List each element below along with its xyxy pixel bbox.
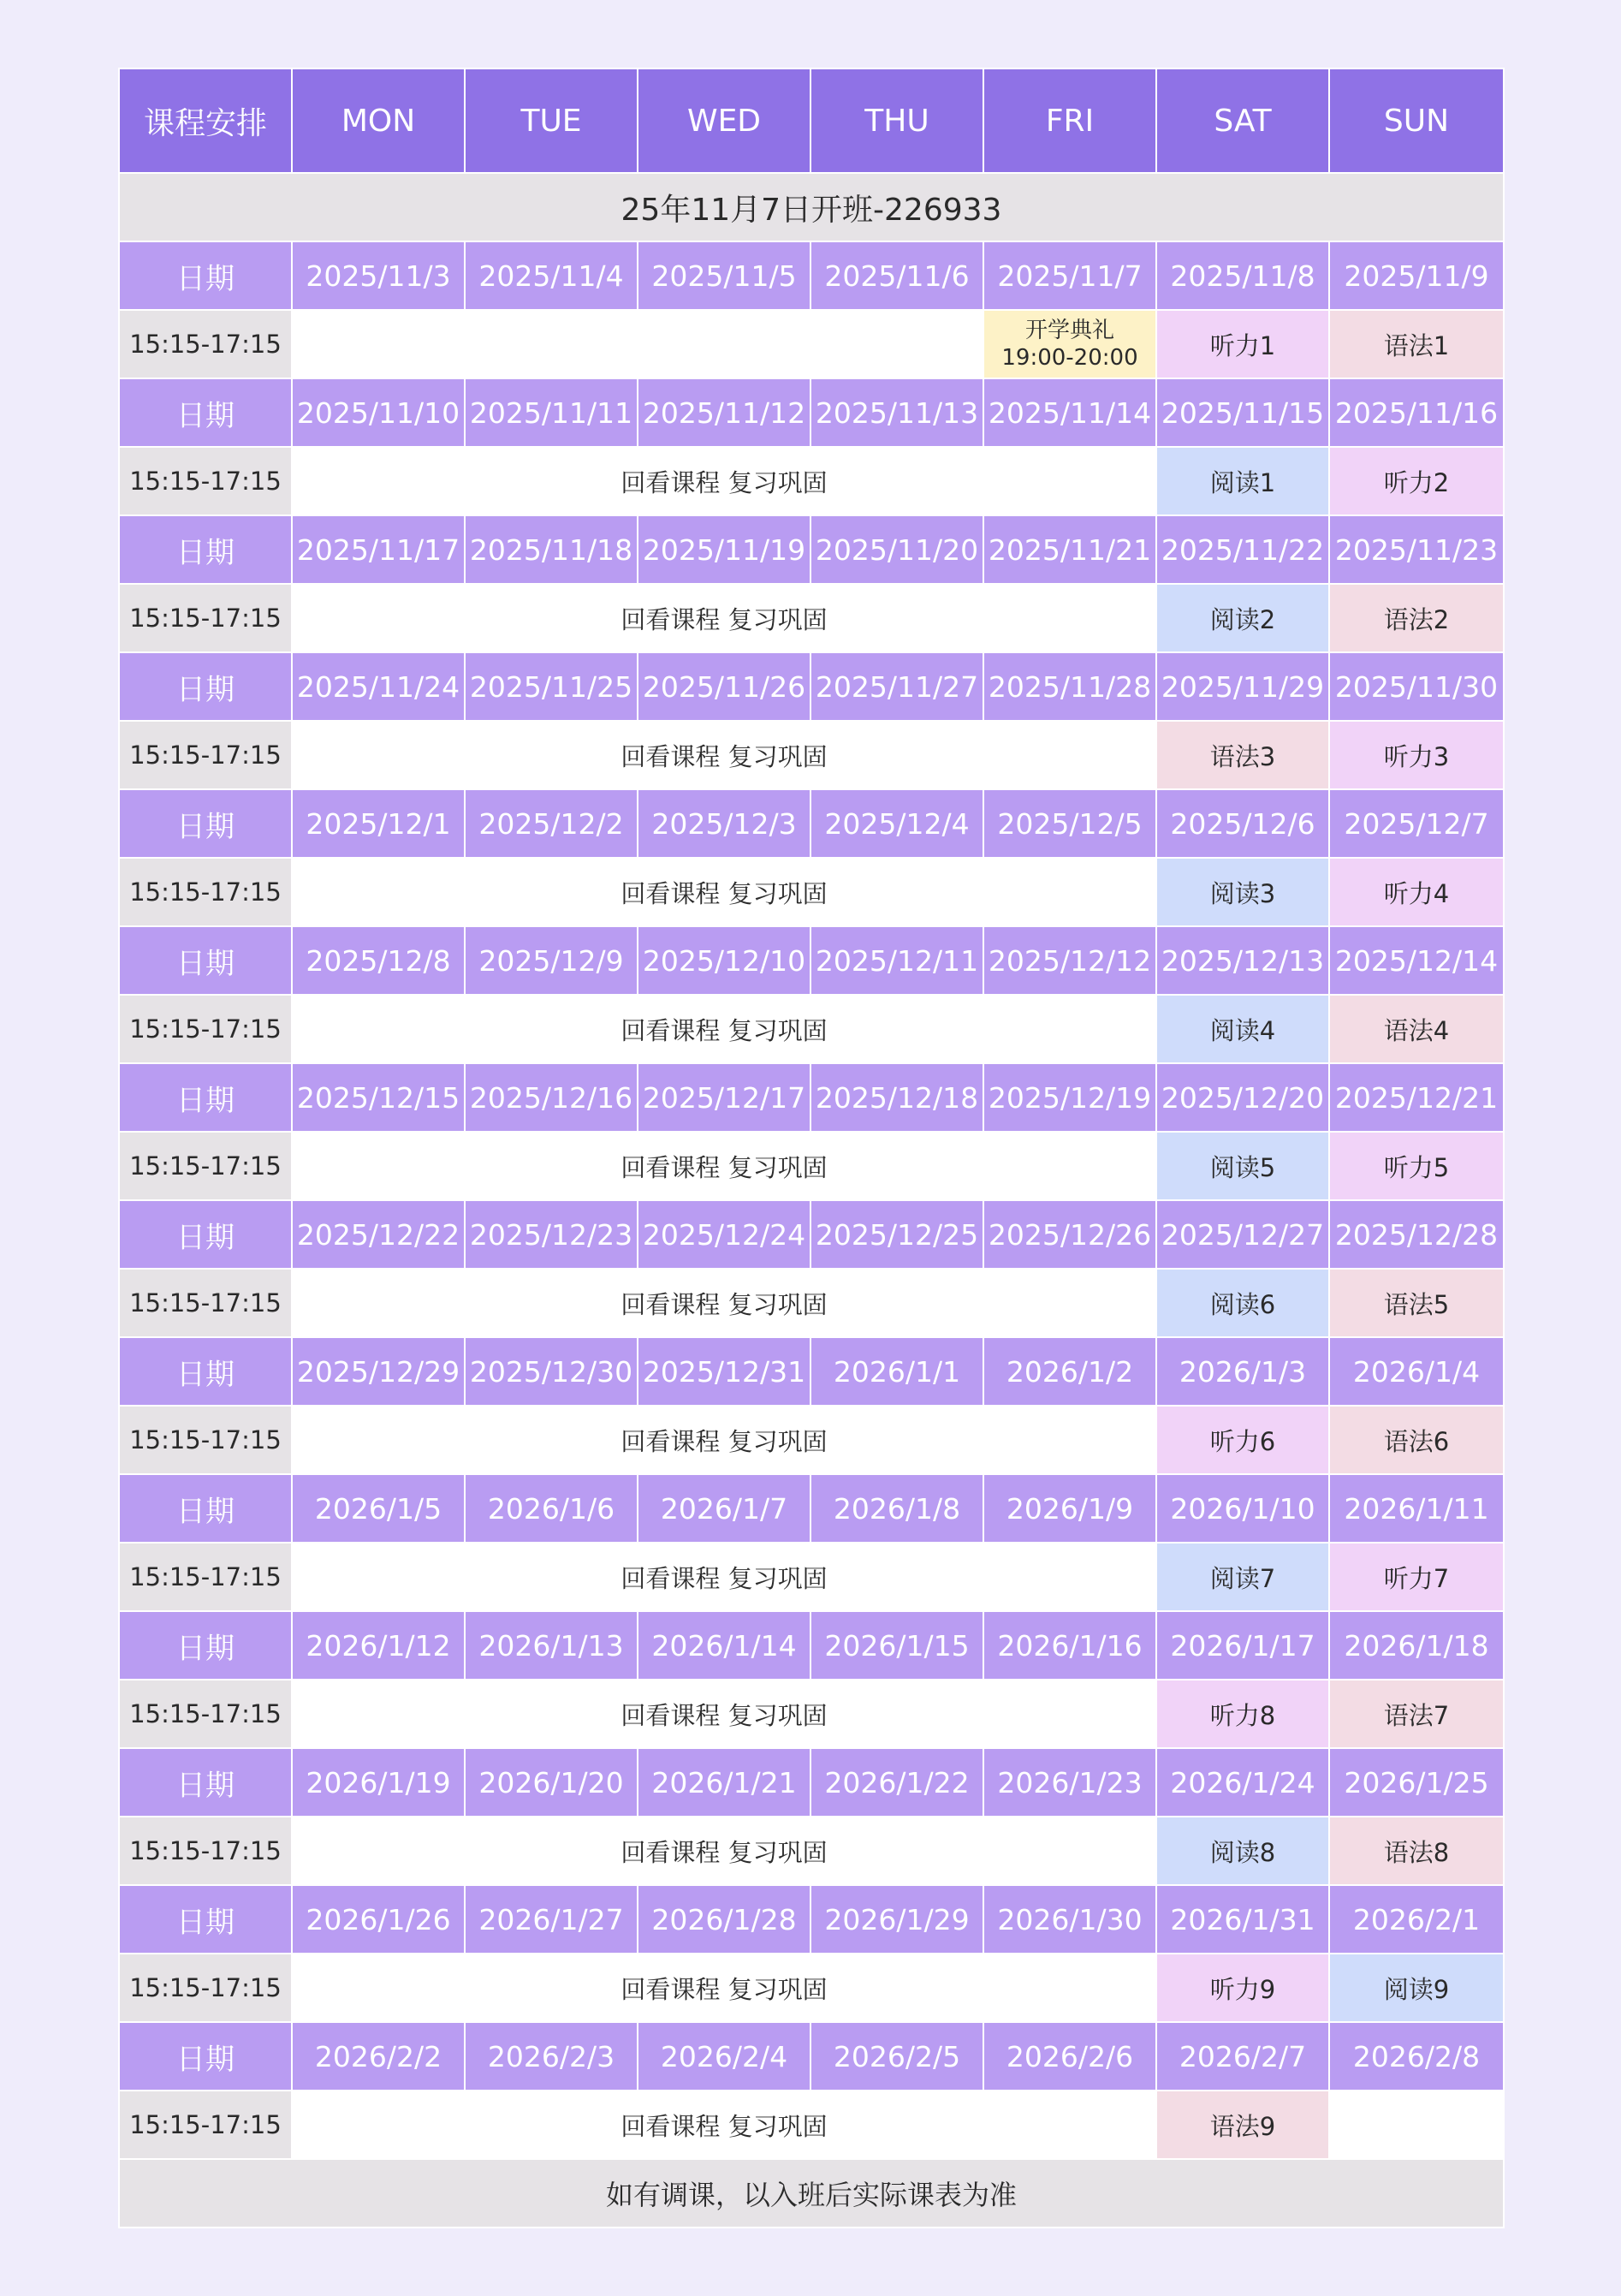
saturday-lesson-cell: 阅读4: [1156, 995, 1329, 1063]
class-time-label: 15:15-17:15: [119, 1406, 292, 1474]
sunday-lesson-cell: 语法8: [1329, 1817, 1504, 1885]
class-time-label: 15:15-17:15: [119, 1132, 292, 1200]
date-cell: 2025/12/11: [810, 926, 983, 995]
date-cell: 2026/1/26: [292, 1885, 465, 1954]
date-cell: 2026/1/21: [638, 1748, 810, 1817]
date-row-label: 日期: [119, 652, 292, 721]
date-cell: 2025/12/30: [465, 1337, 638, 1406]
saturday-lesson-cell: 阅读2: [1156, 584, 1329, 652]
date-cell: 2026/2/8: [1329, 2022, 1504, 2091]
date-cell: 2025/11/3: [292, 241, 465, 310]
date-cell: 2026/1/27: [465, 1885, 638, 1954]
sunday-lesson-cell: 听力2: [1329, 447, 1504, 515]
date-cell: 2026/2/2: [292, 2022, 465, 2091]
date-cell: 2025/12/23: [465, 1200, 638, 1269]
date-cell: 2025/11/7: [983, 241, 1156, 310]
class-banner: 25年11月7日开班-226933: [119, 173, 1504, 241]
date-cell: 2026/1/12: [292, 1611, 465, 1680]
date-cell: 2026/1/14: [638, 1611, 810, 1680]
header-corner-label: 课程安排: [119, 68, 292, 173]
header-day-tue: TUE: [465, 68, 638, 173]
date-cell: 2025/11/27: [810, 652, 983, 721]
date-cell: 2026/1/10: [1156, 1474, 1329, 1543]
footer-note-row: [119, 2159, 1504, 2228]
date-row-label: 日期: [119, 2022, 292, 2091]
date-cell: 2026/1/3: [1156, 1337, 1329, 1406]
date-cell: 2026/1/25: [1329, 1748, 1504, 1817]
date-cell: 2025/11/19: [638, 515, 810, 584]
week-class-row: [119, 2091, 1504, 2159]
week-class-row: [119, 1817, 1504, 1885]
date-cell: 2025/11/28: [983, 652, 1156, 721]
date-cell: 2025/11/30: [1329, 652, 1504, 721]
week-date-row: [119, 926, 1504, 995]
date-cell: 2025/11/26: [638, 652, 810, 721]
date-row-label: 日期: [119, 1200, 292, 1269]
opening-ceremony-cell: [983, 310, 1156, 378]
weekday-empty-cell: [292, 310, 983, 378]
week-date-row: [119, 1885, 1504, 1954]
week-date-row: [119, 1474, 1504, 1543]
date-cell: 2025/11/8: [1156, 241, 1329, 310]
date-cell: 2026/2/7: [1156, 2022, 1329, 2091]
date-cell: 2025/12/7: [1329, 789, 1504, 858]
date-cell: 2025/12/9: [465, 926, 638, 995]
week-date-row: [119, 241, 1504, 310]
week-date-row: [119, 1063, 1504, 1132]
date-cell: 2025/12/15: [292, 1063, 465, 1132]
review-cell: 回看课程 复习巩固: [292, 1817, 1156, 1885]
date-cell: 2026/1/30: [983, 1885, 1156, 1954]
class-time-label: 15:15-17:15: [119, 995, 292, 1063]
date-cell: 2025/12/14: [1329, 926, 1504, 995]
week-date-row: [119, 1200, 1504, 1269]
review-cell: 回看课程 复习巩固: [292, 1269, 1156, 1337]
date-cell: 2026/1/8: [810, 1474, 983, 1543]
date-cell: 2025/11/10: [292, 378, 465, 447]
date-cell: 2025/12/20: [1156, 1063, 1329, 1132]
class-time-label: 15:15-17:15: [119, 721, 292, 789]
date-cell: 2025/12/5: [983, 789, 1156, 858]
date-cell: 2025/11/29: [1156, 652, 1329, 721]
class-time-label: 15:15-17:15: [119, 1817, 292, 1885]
date-row-label: 日期: [119, 241, 292, 310]
footer-note: 如有调课，以入班后实际课表为准: [119, 2159, 1504, 2228]
week-date-row: [119, 1337, 1504, 1406]
date-cell: 2025/11/23: [1329, 515, 1504, 584]
class-time-label: 15:15-17:15: [119, 1543, 292, 1611]
date-cell: 2025/11/12: [638, 378, 810, 447]
saturday-lesson-cell: 听力8: [1156, 1680, 1329, 1748]
date-cell: 2025/12/18: [810, 1063, 983, 1132]
date-cell: 2025/12/21: [1329, 1063, 1504, 1132]
sunday-lesson-cell: 听力4: [1329, 858, 1504, 926]
class-time-label: 15:15-17:15: [119, 2091, 292, 2159]
review-cell: 回看课程 复习巩固: [292, 1406, 1156, 1474]
class-time-label: 15:15-17:15: [119, 584, 292, 652]
week-class-row: [119, 1269, 1504, 1337]
date-row-label: 日期: [119, 789, 292, 858]
header-day-mon: MON: [292, 68, 465, 173]
saturday-lesson-cell: 阅读6: [1156, 1269, 1329, 1337]
sunday-lesson-cell: 语法2: [1329, 584, 1504, 652]
week-date-row: [119, 2022, 1504, 2091]
week-class-row: [119, 995, 1504, 1063]
date-cell: 2025/12/4: [810, 789, 983, 858]
sunday-lesson-cell: 语法5: [1329, 1269, 1504, 1337]
review-cell: 回看课程 复习巩固: [292, 1543, 1156, 1611]
header-day-sat: SAT: [1156, 68, 1329, 173]
date-cell: 2026/2/3: [465, 2022, 638, 2091]
date-cell: 2025/11/25: [465, 652, 638, 721]
date-row-label: 日期: [119, 1885, 292, 1954]
date-cell: 2026/1/23: [983, 1748, 1156, 1817]
saturday-lesson-cell: 听力6: [1156, 1406, 1329, 1474]
date-cell: 2025/11/22: [1156, 515, 1329, 584]
week-date-row: [119, 378, 1504, 447]
week-class-row: [119, 1680, 1504, 1748]
date-cell: 2026/1/9: [983, 1474, 1156, 1543]
class-banner-row: [119, 173, 1504, 241]
date-row-label: 日期: [119, 378, 292, 447]
date-cell: 2025/12/26: [983, 1200, 1156, 1269]
date-row-label: 日期: [119, 1748, 292, 1817]
date-cell: 2025/12/8: [292, 926, 465, 995]
date-cell: 2025/12/24: [638, 1200, 810, 1269]
saturday-lesson-cell: 阅读3: [1156, 858, 1329, 926]
week-class-row: [119, 721, 1504, 789]
date-cell: 2025/12/2: [465, 789, 638, 858]
sunday-lesson-cell: 语法4: [1329, 995, 1504, 1063]
class-time-label: 15:15-17:15: [119, 1269, 292, 1337]
date-cell: 2025/12/25: [810, 1200, 983, 1269]
week-date-row: [119, 1611, 1504, 1680]
week-class-row: [119, 310, 1504, 378]
date-cell: 2025/11/13: [810, 378, 983, 447]
date-cell: 2026/1/2: [983, 1337, 1156, 1406]
review-cell: 回看课程 复习巩固: [292, 1680, 1156, 1748]
review-cell: 回看课程 复习巩固: [292, 2091, 1156, 2159]
saturday-lesson-cell: 语法9: [1156, 2091, 1329, 2159]
date-cell: 2026/1/18: [1329, 1611, 1504, 1680]
weekday-header-row: [119, 68, 1504, 173]
date-cell: 2026/2/6: [983, 2022, 1156, 2091]
class-time-label: 15:15-17:15: [119, 447, 292, 515]
date-cell: 2026/1/11: [1329, 1474, 1504, 1543]
date-cell: 2025/12/3: [638, 789, 810, 858]
saturday-lesson-cell: 阅读8: [1156, 1817, 1329, 1885]
review-cell: 回看课程 复习巩固: [292, 721, 1156, 789]
date-row-label: 日期: [119, 1611, 292, 1680]
date-cell: 2026/1/15: [810, 1611, 983, 1680]
header-day-wed: WED: [638, 68, 810, 173]
saturday-lesson-cell: 阅读7: [1156, 1543, 1329, 1611]
date-cell: 2025/11/17: [292, 515, 465, 584]
week-class-row: [119, 1954, 1504, 2022]
class-time-label: 15:15-17:15: [119, 1680, 292, 1748]
header-day-fri: FRI: [983, 68, 1156, 173]
sunday-lesson-cell: 语法7: [1329, 1680, 1504, 1748]
sunday-lesson-cell: 阅读9: [1329, 1954, 1504, 2022]
date-cell: 2025/12/19: [983, 1063, 1156, 1132]
sunday-lesson-cell: 听力3: [1329, 721, 1504, 789]
date-cell: 2025/12/22: [292, 1200, 465, 1269]
date-cell: 2026/1/24: [1156, 1748, 1329, 1817]
date-cell: 2025/11/24: [292, 652, 465, 721]
class-time-label: 15:15-17:15: [119, 858, 292, 926]
date-cell: 2025/12/6: [1156, 789, 1329, 858]
date-cell: 2025/11/6: [810, 241, 983, 310]
saturday-lesson-cell: 语法3: [1156, 721, 1329, 789]
date-cell: 2026/1/17: [1156, 1611, 1329, 1680]
date-cell: 2026/1/5: [292, 1474, 465, 1543]
week-class-row: [119, 447, 1504, 515]
review-cell: 回看课程 复习巩固: [292, 584, 1156, 652]
header-day-sun: SUN: [1329, 68, 1504, 173]
course-schedule-table: [118, 68, 1505, 2228]
date-cell: 2026/1/6: [465, 1474, 638, 1543]
sunday-lesson-cell: 语法6: [1329, 1406, 1504, 1474]
date-cell: 2026/2/4: [638, 2022, 810, 2091]
date-cell: 2026/1/1: [810, 1337, 983, 1406]
sunday-lesson-cell: 听力5: [1329, 1132, 1504, 1200]
date-cell: 2025/12/12: [983, 926, 1156, 995]
date-cell: 2025/12/17: [638, 1063, 810, 1132]
date-cell: 2025/12/31: [638, 1337, 810, 1406]
week-date-row: [119, 515, 1504, 584]
date-cell: 2025/12/10: [638, 926, 810, 995]
date-cell: 2026/1/31: [1156, 1885, 1329, 1954]
date-cell: 2025/11/16: [1329, 378, 1504, 447]
date-cell: 2025/12/28: [1329, 1200, 1504, 1269]
saturday-lesson-cell: 阅读5: [1156, 1132, 1329, 1200]
week-date-row: [119, 1748, 1504, 1817]
saturday-lesson-cell: 听力9: [1156, 1954, 1329, 2022]
date-cell: 2025/12/16: [465, 1063, 638, 1132]
date-cell: 2025/12/13: [1156, 926, 1329, 995]
date-row-label: 日期: [119, 926, 292, 995]
date-cell: 2025/11/14: [983, 378, 1156, 447]
date-cell: 2025/12/1: [292, 789, 465, 858]
opening-ceremony-title: 开学典礼: [1024, 317, 1114, 343]
sunday-lesson-cell: 听力7: [1329, 1543, 1504, 1611]
header-day-thu: THU: [810, 68, 983, 173]
date-cell: 2025/11/15: [1156, 378, 1329, 447]
date-cell: 2026/1/22: [810, 1748, 983, 1817]
date-cell: 2025/11/20: [810, 515, 983, 584]
week-class-row: [119, 1406, 1504, 1474]
date-row-label: 日期: [119, 1337, 292, 1406]
date-cell: 2026/1/13: [465, 1611, 638, 1680]
review-cell: 回看课程 复习巩固: [292, 995, 1156, 1063]
review-cell: 回看课程 复习巩固: [292, 447, 1156, 515]
week-date-row: [119, 652, 1504, 721]
date-cell: 2025/11/5: [638, 241, 810, 310]
date-cell: 2026/1/20: [465, 1748, 638, 1817]
date-cell: 2026/1/7: [638, 1474, 810, 1543]
date-cell: 2026/1/16: [983, 1611, 1156, 1680]
sunday-lesson-cell: 语法1: [1329, 310, 1504, 378]
class-time-label: 15:15-17:15: [119, 310, 292, 378]
review-cell: 回看课程 复习巩固: [292, 1132, 1156, 1200]
date-cell: 2026/1/28: [638, 1885, 810, 1954]
date-cell: 2025/11/4: [465, 241, 638, 310]
saturday-lesson-cell: 听力1: [1156, 310, 1329, 378]
class-time-label: 15:15-17:15: [119, 1954, 292, 2022]
date-cell: 2026/1/19: [292, 1748, 465, 1817]
date-row-label: 日期: [119, 1474, 292, 1543]
week-class-row: [119, 1543, 1504, 1611]
review-cell: 回看课程 复习巩固: [292, 858, 1156, 926]
date-cell: 2026/1/29: [810, 1885, 983, 1954]
date-cell: 2025/11/9: [1329, 241, 1504, 310]
week-date-row: [119, 789, 1504, 858]
sunday-lesson-cell: [1329, 2091, 1504, 2159]
date-row-label: 日期: [119, 1063, 292, 1132]
review-cell: 回看课程 复习巩固: [292, 1954, 1156, 2022]
date-row-label: 日期: [119, 515, 292, 584]
date-cell: 2025/11/18: [465, 515, 638, 584]
week-class-row: [119, 584, 1504, 652]
week-class-row: [119, 858, 1504, 926]
date-cell: 2025/11/11: [465, 378, 638, 447]
date-cell: 2025/12/27: [1156, 1200, 1329, 1269]
week-class-row: [119, 1132, 1504, 1200]
date-cell: 2025/12/29: [292, 1337, 465, 1406]
date-cell: 2026/2/5: [810, 2022, 983, 2091]
date-cell: 2026/1/4: [1329, 1337, 1504, 1406]
date-cell: 2026/2/1: [1329, 1885, 1504, 1954]
date-cell: 2025/11/21: [983, 515, 1156, 584]
saturday-lesson-cell: 阅读1: [1156, 447, 1329, 515]
opening-ceremony-time: 19:00-20:00: [1001, 345, 1138, 371]
